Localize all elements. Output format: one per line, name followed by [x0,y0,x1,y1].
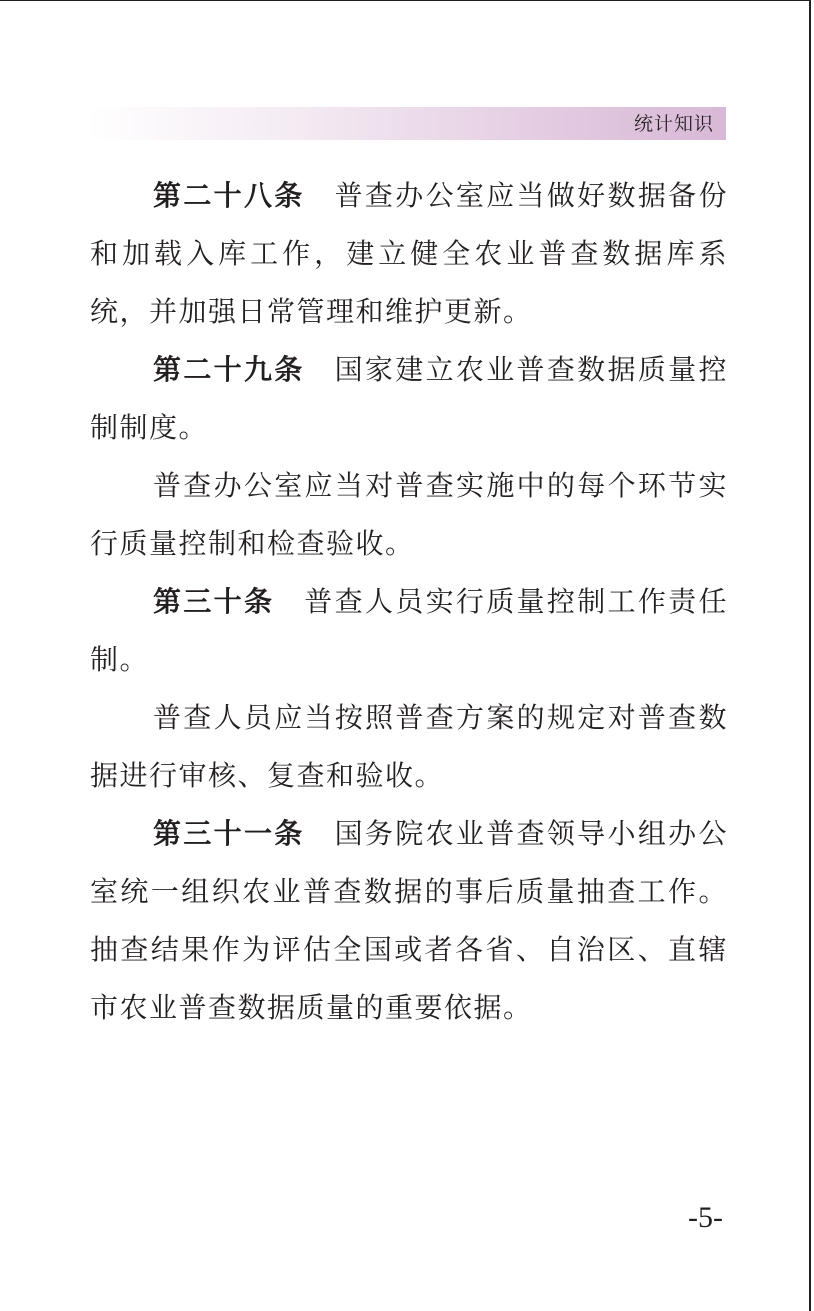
paragraph-text: 普查办公室应当对普查实施中的每个环节实行质量控制和检查验收。 [90,469,728,560]
paragraph-article-28 [90,167,728,341]
page-number: -5- [688,1201,723,1234]
paragraph-text: 国务院农业普查领导小组办公室统一组织农业普查数据的事后质量抽查工作。抽查结果作为评估全国或者各省、自治区、直辖市农业普查数据质量的重要依据。 [90,817,728,1024]
paragraph-article-29-cont [90,457,728,573]
article-heading: 第二十九条 [153,353,305,386]
paragraph-text: 普查人员实行质量控制工作责任制。 [90,585,728,676]
paragraph-article-31 [90,805,728,1037]
paragraph-article-30-cont [90,689,728,805]
section-label: 统计知识 [633,113,714,135]
paragraph-text: 普查办公室应当做好数据备份和加载入库工作，建立健全农业普查数据库系统，并加强日常管理和维护更新。 [90,179,728,328]
paragraph-text: 普查人员应当按照普查方案的规定对普查数据进行审核、复查和验收。 [90,701,728,792]
section-header-band [88,107,726,140]
document-body [90,167,728,1037]
article-heading: 第三十条 [153,585,275,618]
article-heading: 第二十八条 [153,179,305,212]
paragraph-article-30 [90,573,728,689]
paragraph-text: 国家建立农业普查数据质量控制制度。 [90,353,728,444]
article-heading: 第三十一条 [153,817,305,850]
paragraph-article-29 [90,341,728,457]
